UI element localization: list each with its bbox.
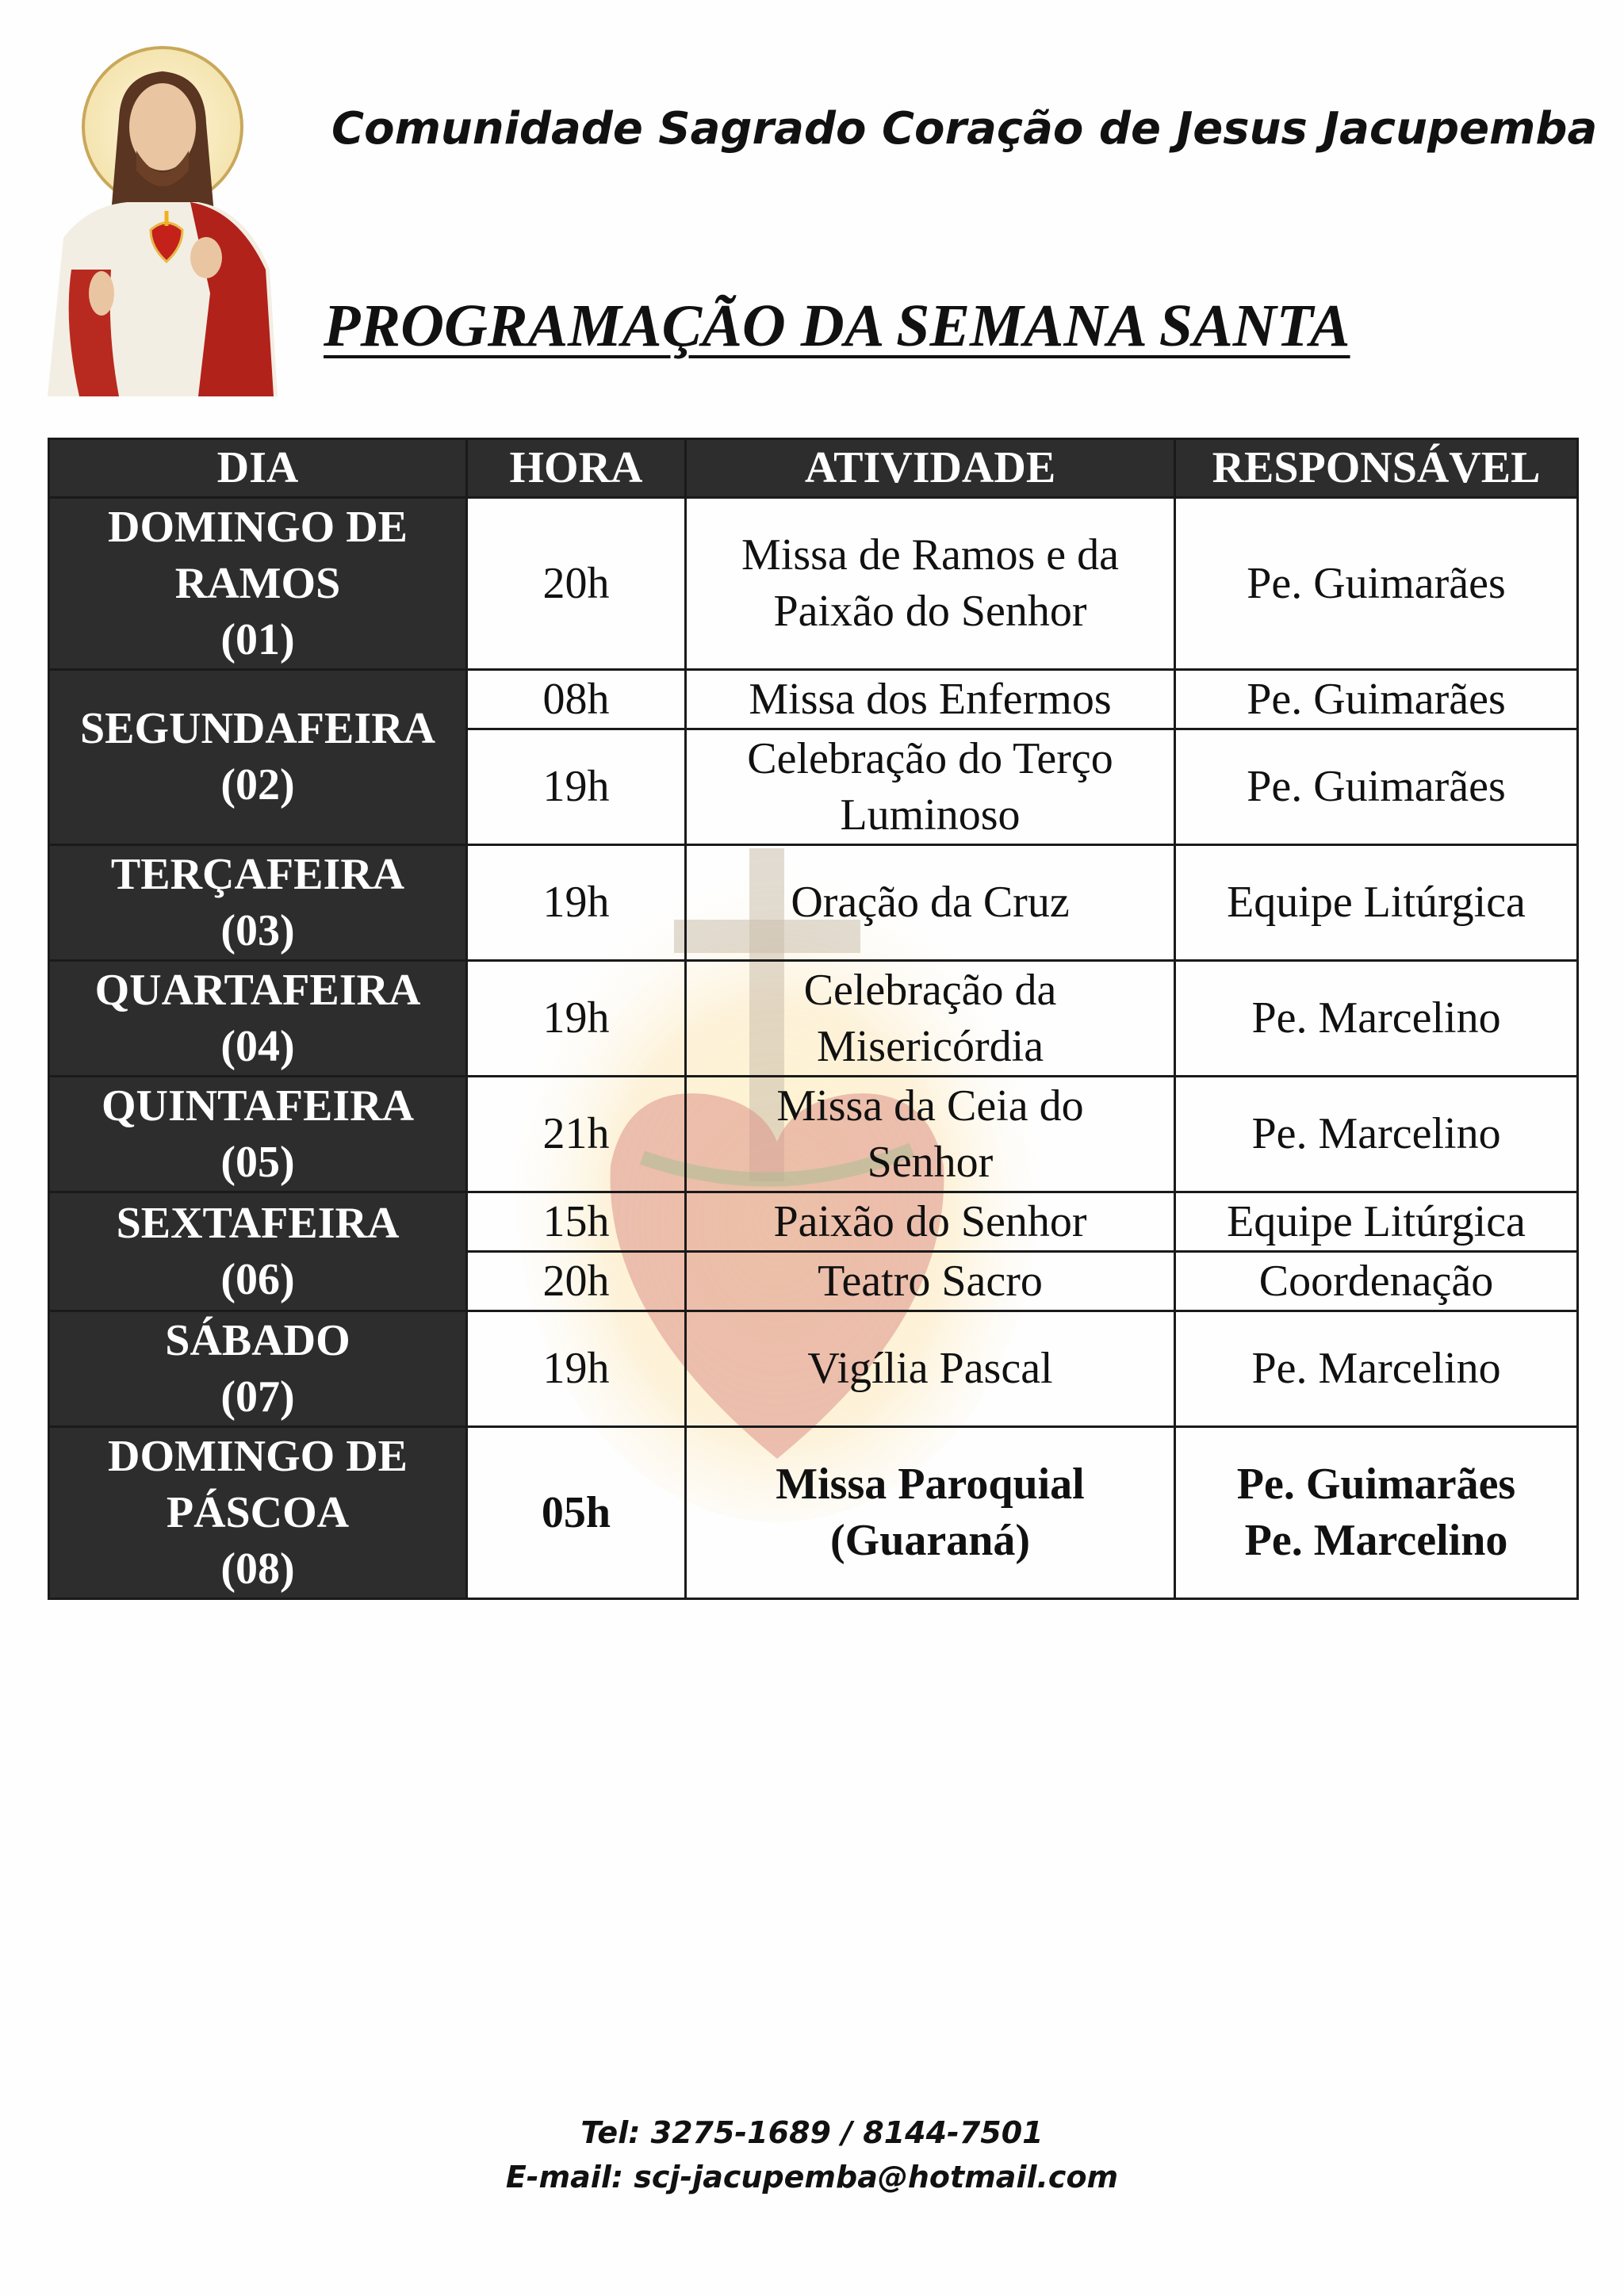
hora-cell: 15h (467, 1192, 686, 1252)
atividade-text: Missa de Ramos e da (741, 530, 1119, 580)
community-name: Comunidade Sagrado Coração de Jesus Jacupemba (331, 103, 1598, 155)
day-date: (08) (220, 1544, 295, 1594)
day-name: SEXTAFEIRA (116, 1198, 400, 1248)
responsavel-cell (1175, 1192, 1578, 1252)
day-cell (49, 1077, 467, 1192)
table-row (49, 1192, 1578, 1252)
table-row (49, 845, 1578, 961)
day-date: (07) (220, 1372, 295, 1422)
atividade-text: Missa Paroquial (776, 1460, 1085, 1509)
day-name: TERÇAFEIRA (110, 849, 405, 899)
responsavel-cell (1175, 845, 1578, 961)
header-dia: DIA (49, 439, 467, 498)
responsavel-text: Coordenação (1258, 1256, 1494, 1306)
responsavel-text: Pe. Guimarães (1236, 1460, 1516, 1509)
atividade-cell (686, 1077, 1175, 1192)
day-name: SÁBADO (165, 1315, 350, 1365)
atividade-text: Senhor (867, 1137, 994, 1187)
day-cell (49, 845, 467, 961)
day-cell (49, 1192, 467, 1311)
hora-cell: 08h (467, 670, 686, 729)
hora-cell: 05h (467, 1427, 686, 1599)
day-date: (01) (220, 614, 295, 664)
day-date: (04) (220, 1021, 295, 1071)
responsavel-text: Pe. Marcelino (1251, 1109, 1501, 1158)
hora-cell: 19h (467, 1311, 686, 1427)
atividade-text: Luminoso (840, 790, 1021, 840)
table-row (49, 1077, 1578, 1192)
atividade-text: Misericórdia (816, 1021, 1044, 1071)
table-row (49, 1427, 1578, 1599)
header-hora: HORA (467, 439, 686, 498)
atividade-text: Missa dos Enfermos (749, 674, 1112, 724)
atividade-cell (686, 498, 1175, 670)
hora-cell: 19h (467, 961, 686, 1077)
atividade-cell (686, 1427, 1175, 1599)
atividade-text: Paixão do Senhor (773, 1196, 1087, 1246)
table-header-row (49, 439, 1578, 498)
atividade-cell (686, 1311, 1175, 1427)
responsavel-text: Pe. Marcelino (1251, 1344, 1501, 1393)
responsavel-text: Equipe Litúrgica (1227, 878, 1526, 927)
day-cell (49, 670, 467, 845)
hora-cell: 20h (467, 498, 686, 670)
day-date: (03) (220, 905, 295, 955)
table-row (49, 670, 1578, 729)
hora-cell: 20h (467, 1252, 686, 1311)
responsavel-text: Pe. Marcelino (1251, 993, 1501, 1043)
day-date: (06) (220, 1254, 295, 1304)
footer-phone: Tel: 3275-1689 / 8144-7501 (580, 2115, 1044, 2150)
responsavel-cell (1175, 729, 1578, 845)
responsavel-text: Pe. Marcelino (1244, 1516, 1508, 1565)
day-cell (49, 961, 467, 1077)
hora-cell: 19h (467, 729, 686, 845)
table-row (49, 1311, 1578, 1427)
atividade-text: Missa da Ceia do (776, 1081, 1084, 1131)
day-name: QUINTAFEIRA (101, 1081, 415, 1131)
day-name: QUARTAFEIRA (94, 965, 421, 1015)
responsavel-cell (1175, 1252, 1578, 1311)
responsavel-cell (1175, 1427, 1578, 1599)
day-cell (49, 1311, 467, 1427)
responsavel-cell (1175, 1077, 1578, 1192)
atividade-cell (686, 1192, 1175, 1252)
responsavel-text: Pe. Guimarães (1247, 762, 1506, 811)
atividade-cell (686, 670, 1175, 729)
responsavel-text: Pe. Guimarães (1247, 674, 1506, 724)
atividade-cell (686, 1252, 1175, 1311)
footer-email: E-mail: scj-jacupemba@hotmail.com (505, 2160, 1119, 2195)
responsavel-cell (1175, 670, 1578, 729)
page-title: PROGRAMAÇÃO DA SEMANA SANTA (324, 293, 1350, 359)
atividade-text: Teatro Sacro (818, 1256, 1043, 1306)
day-date: (05) (220, 1137, 295, 1187)
atividade-cell (686, 845, 1175, 961)
day-name: PÁSCOA (166, 1487, 350, 1537)
table-row (49, 498, 1578, 670)
atividade-cell (686, 961, 1175, 1077)
responsavel-cell (1175, 961, 1578, 1077)
day-cell (49, 498, 467, 670)
table-row (49, 961, 1578, 1077)
hora-cell: 21h (467, 1077, 686, 1192)
responsavel-cell (1175, 1311, 1578, 1427)
day-name: SEGUNDAFEIRA (79, 704, 436, 753)
day-name: DOMINGO DE (108, 502, 408, 552)
responsavel-cell (1175, 498, 1578, 670)
day-name: RAMOS (174, 558, 341, 608)
atividade-text: Oração da Cruz (791, 878, 1070, 927)
atividade-text: Vigília Pascal (807, 1344, 1053, 1393)
responsavel-text: Equipe Litúrgica (1227, 1196, 1526, 1246)
day-date: (02) (220, 760, 295, 809)
holy-week-schedule-table (48, 438, 1579, 1600)
atividade-text: Celebração da (803, 965, 1057, 1015)
day-cell (49, 1427, 467, 1599)
responsavel-text: Pe. Guimarães (1247, 558, 1506, 608)
atividade-text: (Guaraná) (830, 1516, 1030, 1565)
atividade-cell (686, 729, 1175, 845)
header-responsavel: RESPONSÁVEL (1175, 439, 1578, 498)
atividade-text: Celebração do Terço (747, 733, 1113, 783)
hora-cell: 19h (467, 845, 686, 961)
atividade-text: Paixão do Senhor (773, 587, 1087, 636)
day-name: DOMINGO DE (108, 1431, 408, 1481)
header-atividade: ATIVIDADE (686, 439, 1175, 498)
sacred-heart-of-jesus-image (32, 32, 278, 396)
